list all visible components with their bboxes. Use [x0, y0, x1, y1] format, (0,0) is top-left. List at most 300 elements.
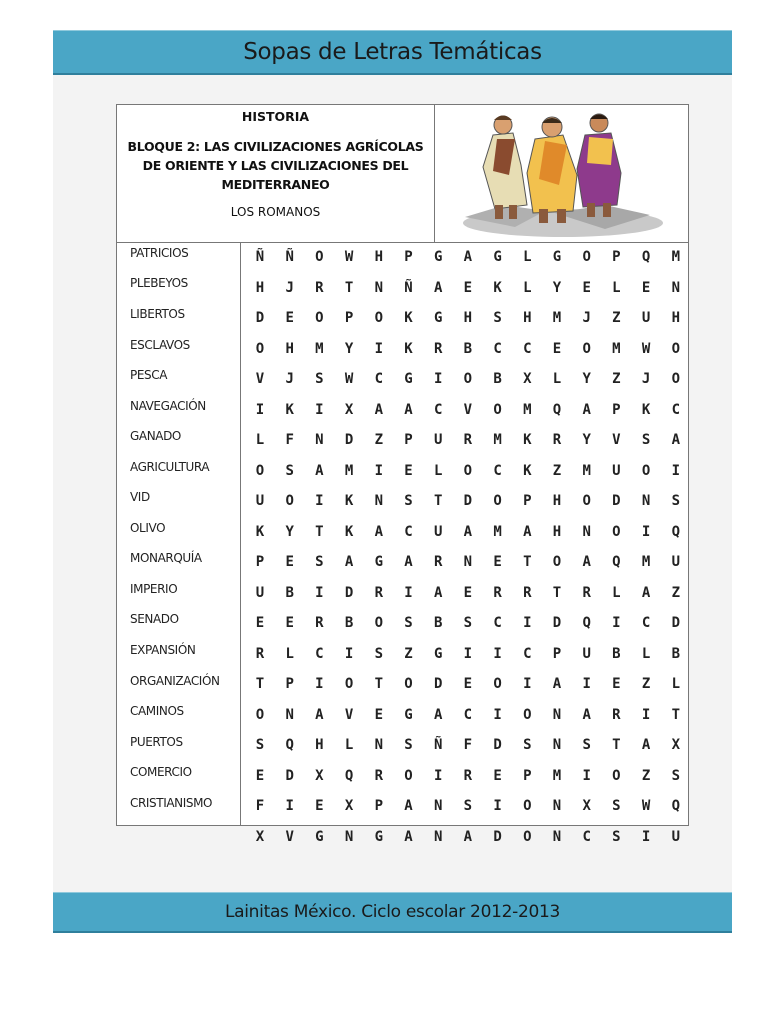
grid-letter: U: [582, 645, 591, 662]
word-list-item: MONARQUÍA: [130, 551, 202, 565]
grid-letter: L: [523, 279, 532, 296]
grid-letter: I: [523, 615, 532, 631]
grid-letter: C: [433, 401, 443, 418]
grid-letter: T: [612, 737, 621, 753]
grid-letter: V: [255, 371, 265, 387]
grid-letter: A: [463, 249, 473, 265]
grid-letter: R: [315, 615, 324, 631]
grid-letter: I: [523, 676, 532, 692]
grid-letter: E: [255, 615, 265, 631]
grid-letter: A: [374, 401, 384, 418]
grid-letter: D: [285, 767, 294, 784]
grid-letter: S: [404, 737, 413, 753]
grid-letter: E: [285, 615, 294, 631]
grid-letter: A: [552, 676, 562, 692]
grid-letter: S: [493, 310, 502, 326]
grid-letter: O: [404, 676, 413, 692]
grid-letter: O: [374, 310, 384, 326]
word-list: [117, 243, 241, 825]
grid-letter: O: [612, 767, 621, 784]
grid-letter: I: [315, 676, 324, 692]
grid-letter: E: [285, 554, 294, 570]
grid-letter: E: [582, 279, 591, 296]
grid-letter: T: [671, 706, 681, 723]
grid-letter: E: [463, 676, 473, 692]
grid-letter: D: [463, 493, 473, 509]
grid-letter: P: [523, 767, 532, 784]
word-list-item: PUERTOS: [130, 735, 183, 749]
grid-letter: A: [374, 523, 384, 540]
word-list-item: NAVEGACIÓN: [130, 399, 206, 413]
grid-letter: L: [285, 645, 294, 662]
grid-letter: T: [315, 523, 324, 540]
grid-letter: J: [285, 279, 294, 296]
grid-letter: M: [493, 432, 502, 448]
grid-letter: G: [552, 249, 562, 265]
grid-letter: E: [612, 676, 621, 692]
grid-letter: R: [612, 706, 621, 723]
grid-letter: R: [523, 584, 532, 601]
grid-letter: U: [255, 584, 265, 601]
grid-letter: O: [582, 493, 591, 509]
grid-letter: U: [433, 432, 443, 448]
grid-letter: Z: [641, 676, 651, 692]
letter-grid: [241, 243, 689, 845]
grid-letter: S: [404, 615, 413, 631]
grid-letter: O: [671, 371, 681, 387]
grid-letter: W: [344, 371, 354, 387]
grid-letter: I: [374, 462, 384, 479]
grid-letter: H: [552, 493, 562, 509]
grid-letter: E: [493, 554, 502, 570]
grid-letter: D: [612, 493, 621, 509]
grid-letter: Q: [671, 523, 681, 540]
grid-letter: N: [582, 523, 591, 540]
grid-letter: M: [612, 340, 621, 357]
grid-letter: Q: [285, 737, 294, 753]
grid-letter: N: [374, 493, 384, 509]
word-list-item: AGRICULTURA: [130, 460, 210, 474]
grid-letter: H: [671, 310, 681, 326]
grid-letter: K: [523, 432, 532, 448]
grid-letter: X: [315, 767, 324, 784]
grid-letter: A: [433, 706, 443, 723]
grid-letter: N: [552, 798, 562, 814]
block-title-line: DE ORIENTE Y LAS CIVILIZACIONES DEL: [142, 158, 409, 173]
grid-letter: N: [463, 554, 473, 570]
grid-letter: B: [612, 645, 621, 662]
grid-letter: S: [463, 798, 473, 814]
grid-letter: O: [493, 493, 502, 509]
grid-letter: O: [463, 371, 473, 387]
word-list-item: CRISTIANISMO: [130, 796, 213, 810]
grid-letter: A: [344, 554, 354, 570]
grid-letter: W: [641, 798, 651, 814]
grid-letter: I: [433, 767, 443, 784]
grid-letter: K: [404, 340, 413, 357]
grid-letter: R: [582, 584, 591, 601]
grid-letter: A: [582, 554, 591, 570]
grid-letter: I: [285, 798, 294, 814]
grid-letter: L: [433, 462, 443, 479]
grid-letter: M: [493, 523, 502, 540]
grid-letter: O: [463, 462, 473, 479]
word-list-item: PESCA: [130, 368, 168, 382]
topic-title: LOS ROMANOS: [230, 205, 321, 219]
grid-letter: B: [463, 340, 473, 357]
word-search-sheet: [116, 104, 689, 845]
grid-letter: N: [344, 828, 354, 845]
grid-letter: Y: [582, 371, 591, 387]
grid-letter: S: [612, 828, 621, 845]
grid-letter: I: [582, 676, 591, 692]
grid-letter: G: [433, 645, 443, 662]
grid-letter: A: [315, 462, 324, 479]
grid-letter: K: [493, 279, 502, 296]
grid-letter: M: [671, 249, 681, 265]
grid-letter: C: [493, 615, 502, 631]
grid-letter: G: [433, 249, 443, 265]
word-list-item: LIBERTOS: [130, 307, 185, 321]
grid-letter: R: [463, 432, 473, 448]
word-list-item: VID: [130, 490, 150, 504]
grid-letter: Y: [285, 523, 294, 540]
grid-letter: L: [671, 676, 681, 692]
grid-letter: S: [671, 493, 681, 509]
grid-letter: Q: [671, 798, 681, 814]
grid-letter: L: [552, 371, 562, 387]
grid-letter: D: [255, 310, 265, 326]
grid-letter: R: [374, 767, 384, 784]
grid-letter: W: [641, 340, 651, 357]
grid-letter: A: [404, 828, 413, 845]
grid-letter: R: [552, 432, 562, 448]
grid-letter: T: [374, 676, 384, 692]
grid-letter: T: [433, 493, 443, 509]
grid-letter: L: [255, 432, 265, 448]
grid-letter: R: [433, 340, 443, 357]
grid-letter: C: [523, 645, 532, 662]
grid-letter: P: [404, 432, 413, 448]
grid-letter: S: [255, 737, 265, 753]
grid-letter: C: [641, 615, 651, 631]
grid-letter: M: [641, 554, 651, 570]
grid-letter: D: [671, 615, 681, 631]
grid-letter: P: [612, 249, 621, 265]
grid-letter: G: [374, 554, 384, 570]
grid-letter: Y: [582, 432, 591, 448]
grid-letter: R: [374, 584, 384, 601]
grid-letter: R: [493, 584, 502, 601]
word-list-item: CAMINOS: [130, 704, 184, 718]
word-list-item: ORGANIZACIÓN: [130, 674, 220, 688]
grid-letter: A: [641, 584, 651, 601]
grid-letter: I: [493, 798, 502, 814]
grid-letter: X: [671, 737, 681, 753]
grid-letter: Z: [612, 310, 621, 326]
grid-letter: N: [374, 737, 384, 753]
grid-letter: X: [344, 401, 354, 418]
grid-letter: J: [582, 310, 591, 326]
grid-letter: C: [404, 523, 413, 540]
grid-letter: I: [493, 645, 502, 662]
grid-letter: V: [463, 401, 473, 418]
subject-title: HISTORIA: [241, 109, 310, 124]
grid-letter: K: [285, 401, 294, 418]
word-list-item: GANADO: [130, 429, 181, 443]
grid-letter: G: [374, 828, 384, 845]
grid-letter: U: [671, 554, 681, 570]
grid-letter: H: [523, 310, 532, 326]
grid-letter: A: [641, 737, 651, 753]
grid-letter: O: [344, 676, 354, 692]
grid-letter: N: [433, 828, 443, 845]
grid-letter: I: [404, 584, 413, 601]
grid-letter: O: [523, 828, 532, 845]
grid-letter: E: [255, 767, 265, 784]
grid-letter: M: [552, 767, 562, 784]
grid-letter: M: [523, 401, 532, 418]
grid-letter: E: [285, 310, 294, 326]
grid-letter: Y: [552, 279, 562, 296]
grid-letter: C: [671, 401, 681, 418]
grid-letter: U: [255, 493, 265, 509]
grid-letter: I: [641, 828, 651, 845]
grid-letter: O: [493, 401, 502, 418]
grid-letter: U: [612, 462, 621, 479]
grid-letter: I: [463, 645, 473, 662]
grid-letter: S: [641, 432, 651, 448]
grid-letter: B: [671, 645, 681, 662]
grid-letter: H: [463, 310, 473, 326]
grid-letter: C: [493, 462, 502, 479]
grid-letter: T: [552, 584, 562, 601]
grid-letter: X: [344, 798, 354, 814]
grid-letter: O: [552, 554, 562, 570]
grid-letter: E: [463, 279, 473, 296]
grid-letter: U: [671, 828, 681, 845]
word-list-item: EXPANSIÓN: [130, 643, 196, 657]
grid-letter: I: [641, 523, 651, 540]
grid-letter: X: [523, 371, 532, 387]
grid-letter: Z: [671, 584, 681, 601]
grid-letter: L: [612, 584, 621, 601]
grid-letter: Y: [344, 340, 354, 357]
grid-letter: D: [344, 432, 354, 448]
footer-text: Lainitas México. Ciclo escolar 2012-2013: [224, 902, 561, 922]
grid-letter: Ñ: [285, 249, 294, 265]
grid-letter: E: [315, 798, 324, 814]
grid-letter: C: [315, 645, 324, 662]
grid-letter: P: [404, 249, 413, 265]
grid-letter: A: [404, 401, 413, 418]
grid-letter: S: [315, 371, 324, 387]
word-list-item: OLIVO: [130, 521, 166, 535]
grid-letter: N: [433, 798, 443, 814]
grid-letter: E: [404, 462, 413, 479]
grid-letter: V: [612, 432, 621, 448]
grid-letter: K: [641, 401, 651, 418]
grid-letter: O: [523, 706, 532, 723]
grid-letter: O: [612, 523, 621, 540]
grid-letter: P: [374, 798, 384, 814]
block-title-line: BLOQUE 2: LAS CIVILIZACIONES AGRÍCOLAS: [127, 139, 424, 154]
grid-letter: V: [285, 828, 294, 845]
grid-letter: I: [315, 584, 324, 601]
grid-letter: O: [582, 249, 591, 265]
grid-letter: Z: [641, 767, 651, 784]
grid-letter: N: [285, 706, 294, 723]
grid-letter: K: [344, 493, 354, 509]
grid-letter: D: [493, 828, 502, 845]
grid-letter: H: [552, 523, 562, 540]
grid-letter: A: [523, 523, 532, 540]
grid-letter: O: [523, 798, 532, 814]
grid-letter: X: [582, 798, 591, 814]
grid-letter: I: [344, 645, 354, 662]
grid-letter: R: [255, 645, 265, 662]
word-list-item: PLEBEYOS: [130, 276, 188, 290]
grid-letter: D: [552, 615, 562, 631]
grid-letter: P: [285, 676, 294, 692]
grid-letter: S: [374, 645, 384, 662]
grid-letter: Z: [404, 645, 413, 662]
grid-letter: O: [582, 340, 591, 357]
grid-letter: T: [344, 279, 354, 296]
grid-letter: A: [404, 798, 413, 814]
grid-letter: G: [493, 249, 502, 265]
grid-letter: Q: [641, 249, 651, 265]
grid-letter: G: [404, 706, 413, 723]
grid-letter: U: [433, 523, 443, 540]
grid-letter: I: [433, 371, 443, 387]
grid-letter: O: [255, 706, 265, 723]
grid-letter: Ñ: [404, 279, 413, 296]
grid-letter: A: [404, 554, 413, 570]
grid-letter: P: [552, 645, 562, 662]
grid-letter: V: [344, 706, 354, 723]
grid-letter: G: [315, 828, 324, 845]
grid-letter: T: [523, 554, 532, 570]
grid-letter: K: [404, 310, 413, 326]
grid-letter: Ñ: [433, 737, 443, 753]
grid-letter: G: [404, 371, 413, 387]
grid-letter: S: [404, 493, 413, 509]
word-list-item: ESCLAVOS: [130, 338, 190, 352]
grid-letter: C: [493, 340, 502, 357]
grid-letter: F: [255, 798, 265, 814]
grid-letter: L: [641, 645, 651, 662]
grid-letter: P: [612, 401, 621, 418]
grid-letter: I: [493, 706, 502, 723]
grid-letter: B: [285, 584, 294, 601]
grid-letter: A: [582, 706, 591, 723]
grid-letter: S: [285, 462, 294, 479]
grid-letter: O: [315, 249, 324, 265]
grid-letter: R: [315, 279, 324, 296]
grid-letter: X: [255, 828, 265, 845]
footer-banner: [53, 892, 732, 933]
page-title: Sopas de Letras Temáticas: [243, 39, 542, 65]
grid-letter: I: [255, 401, 265, 418]
grid-letter: S: [315, 554, 324, 570]
grid-letter: R: [463, 767, 473, 784]
grid-letter: I: [315, 401, 324, 418]
grid-letter: L: [523, 249, 532, 265]
grid-letter: O: [404, 767, 413, 784]
grid-letter: H: [374, 249, 384, 265]
word-list-item: COMERCIO: [130, 765, 192, 779]
grid-letter: A: [315, 706, 324, 723]
grid-letter: C: [374, 371, 384, 387]
grid-letter: M: [344, 462, 354, 479]
grid-letter: S: [523, 737, 532, 753]
grid-letter: I: [671, 462, 681, 479]
grid-letter: A: [463, 523, 473, 540]
grid-letter: D: [344, 584, 354, 601]
grid-letter: F: [463, 737, 473, 753]
grid-letter: A: [582, 401, 591, 418]
grid-letter: A: [433, 584, 443, 601]
grid-letter: E: [552, 340, 562, 357]
grid-letter: Q: [612, 554, 621, 570]
grid-letter: Z: [612, 371, 621, 387]
grid-letter: H: [255, 279, 265, 296]
grid-letter: Q: [552, 401, 562, 418]
grid-letter: E: [463, 584, 473, 601]
grid-letter: E: [641, 279, 651, 296]
grid-letter: M: [552, 310, 562, 326]
grid-letter: N: [671, 279, 681, 296]
grid-letter: S: [671, 767, 681, 784]
grid-letter: O: [315, 310, 324, 326]
grid-letter: S: [463, 615, 473, 631]
grid-letter: O: [255, 462, 265, 479]
word-list-item: SENADO: [130, 612, 179, 626]
grid-letter: S: [582, 737, 591, 753]
grid-letter: O: [374, 615, 384, 631]
grid-letter: F: [285, 432, 294, 448]
grid-letter: I: [641, 706, 651, 723]
grid-letter: N: [552, 828, 562, 845]
grid-letter: D: [433, 676, 443, 692]
grid-letter: Ñ: [255, 249, 265, 265]
grid-letter: I: [612, 615, 621, 631]
grid-letter: O: [671, 340, 681, 357]
word-list-item: IMPERIO: [130, 582, 178, 596]
grid-letter: P: [523, 493, 532, 509]
block-title: [121, 137, 430, 194]
grid-letter: J: [641, 371, 651, 387]
grid-letter: N: [374, 279, 384, 296]
grid-letter: L: [344, 737, 354, 753]
grid-letter: P: [344, 310, 354, 326]
grid-letter: M: [315, 340, 324, 357]
grid-letter: O: [285, 493, 294, 509]
grid-letter: C: [582, 828, 591, 845]
roman-figures-illustration: [435, 105, 688, 243]
word-list-item: PATRICIOS: [130, 246, 189, 260]
grid-letter: O: [641, 462, 651, 479]
grid-letter: H: [315, 737, 324, 753]
grid-letter: E: [374, 706, 384, 723]
grid-letter: P: [255, 554, 265, 570]
grid-letter: A: [463, 828, 473, 845]
puzzle-header: [117, 105, 435, 243]
grid-letter: K: [523, 462, 532, 479]
grid-letter: W: [344, 249, 354, 265]
grid-letter: O: [493, 676, 502, 692]
